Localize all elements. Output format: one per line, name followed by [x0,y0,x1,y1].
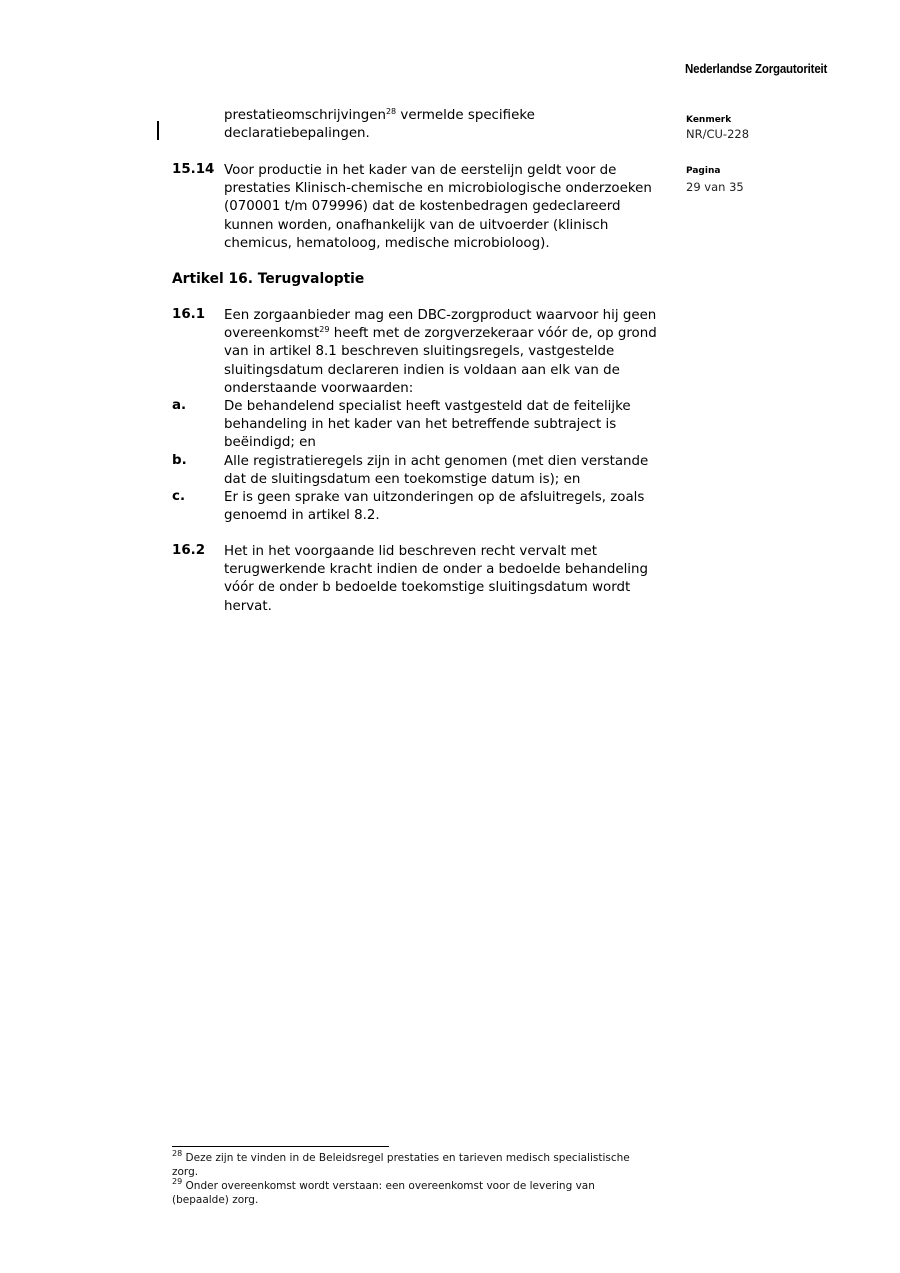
clause-number-15-14: 15.14 [172,162,215,177]
item-label-b: b. [172,453,187,468]
text-line: vóór de onder b bedoelde toekomstige sluitingsdatum wordt [224,580,631,596]
text-line: Voor productie in het kader van de eerstelijn geldt voor de [224,163,617,178]
footnote-29 [172,1177,595,1207]
intro-text: prestatieomschrijvingen [224,108,386,123]
kenmerk-label: Kenmerk [686,115,732,125]
clause-number-16-1: 16.1 [172,307,206,322]
footnote-ref-29[interactable]: 29 [319,325,330,335]
text-segment: heeft met de zorgverzekeraar vóór de, op grond [329,326,657,342]
footnote-separator [172,1146,389,1147]
revision-bar [157,121,159,140]
footnote-28 [172,1149,630,1179]
text-line: behandeling in het kader van het betreffende subtraject is [224,417,617,433]
footnote-line [172,1177,595,1194]
footnote-line: zorg. [172,1165,199,1178]
clause-16-1-text [224,307,657,398]
text-line: genoemd in artikel 8.2. [224,508,380,524]
text-segment: overeenkomst [224,326,320,342]
footnote-mark: 29 [172,1177,183,1186]
item-label-c: c. [172,489,186,504]
item-a-text [224,398,631,453]
kenmerk-value: NR/CU-228 [686,127,750,141]
intro-line-2: declaratiebepalingen. [224,126,370,141]
footnote-ref-28[interactable]: 28 [385,107,397,116]
text-line: Alle registratieregels zijn in acht genomen (met dien verstande [224,454,649,469]
text-line: chemicus, hematoloog, medische microbioloog). [224,235,550,251]
footnote-text: Deze zijn te vinden in de Beleidsregel prestaties en tarieven medisch specialistische [182,1152,630,1164]
item-b-text [224,453,648,489]
text-line: van in artikel 8.1 beschreven sluitingsregels, vastgestelde [224,344,615,360]
text-line: De behandelend specialist heeft vastgesteld dat de feitelijke [224,399,631,414]
intro-line-1 [224,107,535,125]
text-line: sluitingsdatum declareren indien is voldaan aan elk van de [224,362,620,378]
text-line: beëindigd; en [224,435,316,451]
clause-15-14-text [224,162,652,253]
text-line: Een zorgaanbieder mag een DBC-zorgproduct waarvoor hij geen [224,308,657,323]
clause-number-16-2: 16.2 [172,543,206,558]
clause-16-2-text [224,543,648,616]
text-line: Het in het voorgaande lid beschreven recht vervalt met [224,544,597,559]
text-line: dat de sluitingsdatum een toekomstige datum is); en [224,472,581,488]
pagina-value: 29 van 35 [686,180,744,194]
text-line: kunnen worden, onafhankelijk van de uitvoerder (klinisch [224,217,609,233]
item-c-text [224,489,644,525]
text-line: onderstaande voorwaarden: [224,380,414,396]
text-line: prestaties Klinisch-chemische en microbiologische onderzoeken [224,181,652,197]
text-line: terugwerkende kracht indien de onder a bedoelde behandeling [224,562,649,578]
text-line: (070001 t/m 079996) dat de kostenbedragen gedeclareerd [224,199,621,215]
pagina-label: Pagina [686,166,721,176]
text-line: hervat. [224,598,272,614]
intro-text: vermelde specifieke [396,108,535,123]
text-line [224,325,657,343]
text-line: Er is geen sprake van uitzonderingen op de afsluitregels, zoals [224,490,645,505]
footnote-line: (bepaalde) zorg. [172,1193,259,1206]
footnote-line [172,1149,630,1166]
organization-name: Nederlandse Zorgautoriteit [685,62,828,76]
item-label-a: a. [172,398,187,413]
footnote-text: Onder overeenkomst wordt verstaan: een overeenkomst voor de levering van [182,1180,595,1192]
article-16-heading: Artikel 16. Terugvaloptie [172,271,365,287]
footnote-mark: 28 [172,1149,183,1158]
